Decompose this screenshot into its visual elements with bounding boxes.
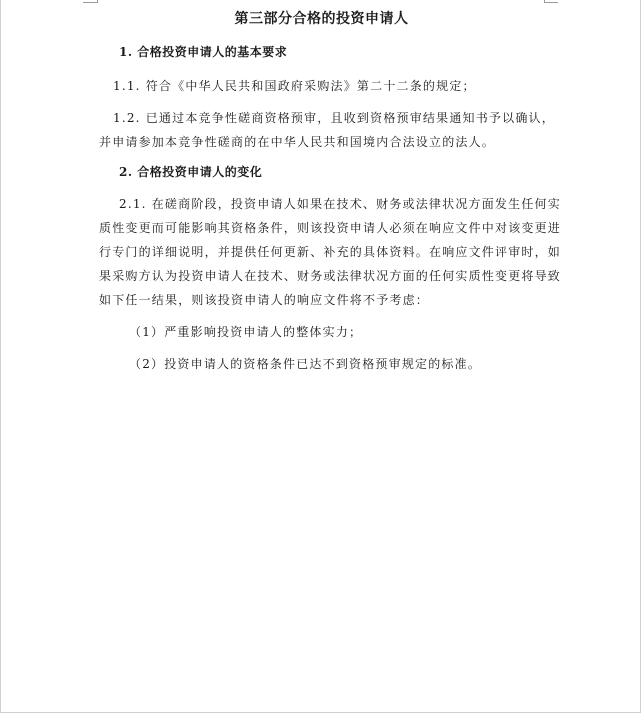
- section-2-sub-item-2: （2）投资申请人的资格条件已达不到资格预审规定的标准。: [129, 357, 482, 371]
- section-2-para-line-4: 果采购方认为投资申请人在技术、财务或法律状况方面的任何实质性变更将导致: [99, 269, 562, 283]
- crop-mark-top-right-vertical: [544, 0, 545, 3]
- crop-mark-top-left: [83, 2, 97, 3]
- section-2-para-line-3: 行专门的详细说明，并提供任何更新、补充的具体资料。在响应文件评审时，如: [99, 245, 562, 259]
- section-1-item-2-line-2: 并申请参加本竞争性磋商的在中华人民共和国境内合法设立的法人。: [99, 135, 496, 149]
- section-1-item-2-line-1: 1.2. 已通过本竞争性磋商资格预审，且收到资格预审结果通知书予以确认，: [113, 111, 555, 125]
- section-2-para-line-5: 如下任一结果，则该投资申请人的响应文件将不予考虑：: [99, 293, 430, 307]
- section-1-heading: 1. 合格投资申请人的基本要求: [119, 45, 288, 59]
- section-2-para-line-2: 质性变更而可能影响其资格条件，则该投资申请人必须在响应文件中对该变更进: [99, 221, 562, 235]
- section-2-para-line-1: 2.1. 在磋商阶段，投资申请人如果在技术、财务或法律状况方面发生任何实: [119, 197, 561, 211]
- section-2-sub-item-1: （1）严重影响投资申请人的整体实力；: [129, 325, 363, 339]
- crop-mark-top-right: [544, 2, 558, 3]
- section-1-item-1: 1.1. 符合《中华人民共和国政府采购法》第二十二条的规定；: [113, 79, 476, 93]
- crop-mark-top-left-vertical: [97, 0, 98, 3]
- section-2-heading: 2. 合格投资申请人的变化: [119, 165, 263, 179]
- document-title: 第三部分合格的投资申请人: [234, 11, 409, 27]
